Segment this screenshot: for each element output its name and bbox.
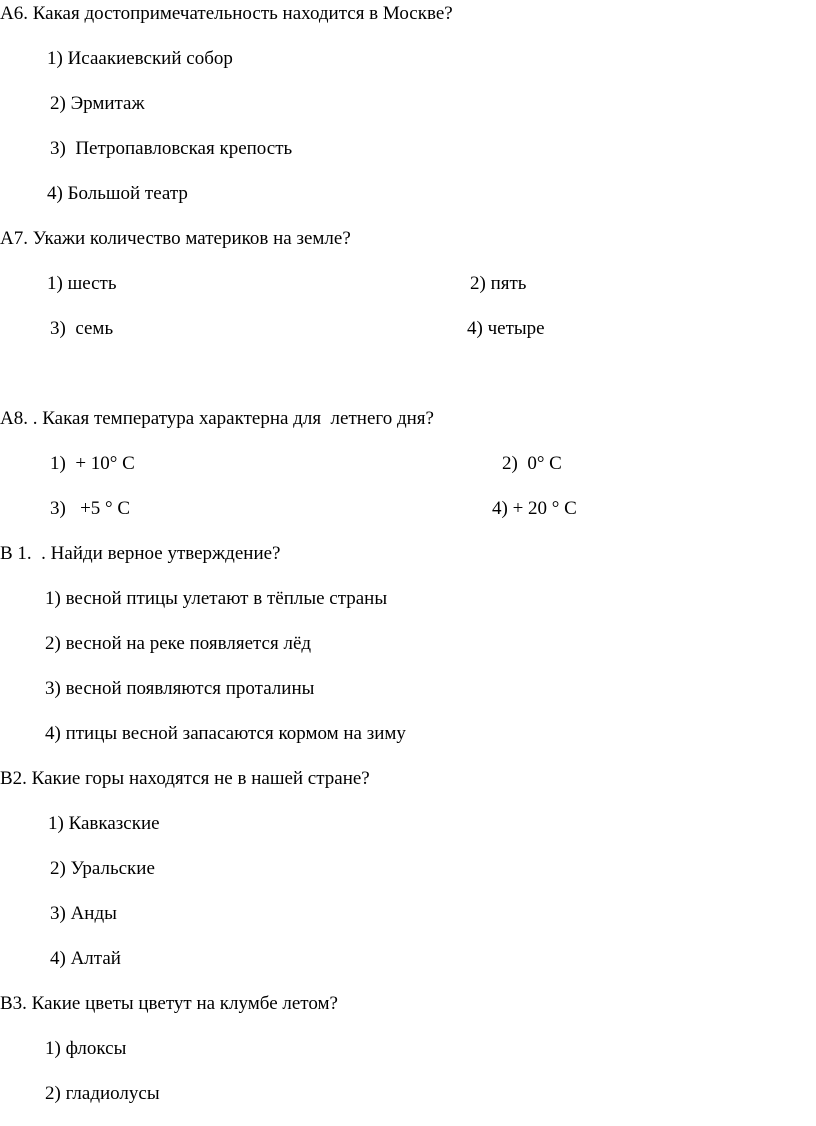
question-b1-title: В 1. . Найди верное утверждение? xyxy=(0,543,281,564)
question-a6-option-2: 2) Эрмитаж xyxy=(50,93,145,114)
question-b2-option-1: 1) Кавказские xyxy=(48,813,160,834)
question-b1-option-3: 3) весной появляются проталины xyxy=(45,678,315,699)
question-a8-option-4: 4) + 20 ° С xyxy=(492,498,577,519)
question-a6-option-3: 3) Петропавловская крепость xyxy=(50,138,293,159)
question-b2-option-2: 2) Уральские xyxy=(50,858,155,879)
question-b2-option-3: 3) Анды xyxy=(50,903,117,924)
question-b2-title: В2. Какие горы находятся не в нашей стране? xyxy=(0,768,370,789)
question-a6-title: А6. Какая достопримечательность находится в Москве? xyxy=(0,3,453,24)
question-b3-title: В3. Какие цветы цветут на клумбе летом? xyxy=(0,993,338,1014)
question-b1-option-2: 2) весной на реке появляется лёд xyxy=(45,633,312,654)
question-a7-title: А7. Укажи количество материков на земле? xyxy=(0,228,351,249)
question-b3-option-1: 1) флоксы xyxy=(45,1038,127,1059)
question-a7-option-1: 1) шесть xyxy=(47,273,117,294)
question-a8-option-2: 2) 0° С xyxy=(502,453,562,474)
question-a6-option-4: 4) Большой театр xyxy=(47,183,188,204)
question-a7-option-4: 4) четыре xyxy=(467,318,545,339)
question-b3-option-2: 2) гладиолусы xyxy=(45,1083,160,1104)
question-b1-option-4: 4) птицы весной запасаются кормом на зиму xyxy=(45,723,406,744)
question-a8-option-1: 1) + 10° С xyxy=(50,453,135,474)
question-a6-option-1: 1) Исаакиевский собор xyxy=(47,48,233,69)
question-b2-option-4: 4) Алтай xyxy=(50,948,121,969)
question-b1-option-1: 1) весной птицы улетают в тёплые страны xyxy=(45,588,388,609)
question-a7-option-3: 3) семь xyxy=(50,318,114,339)
question-a8-title: А8. . Какая температура характерна для летнего дня? xyxy=(0,408,434,429)
question-a8-option-3: 3) +5 ° С xyxy=(50,498,131,519)
question-a7-option-2: 2) пять xyxy=(470,273,527,294)
